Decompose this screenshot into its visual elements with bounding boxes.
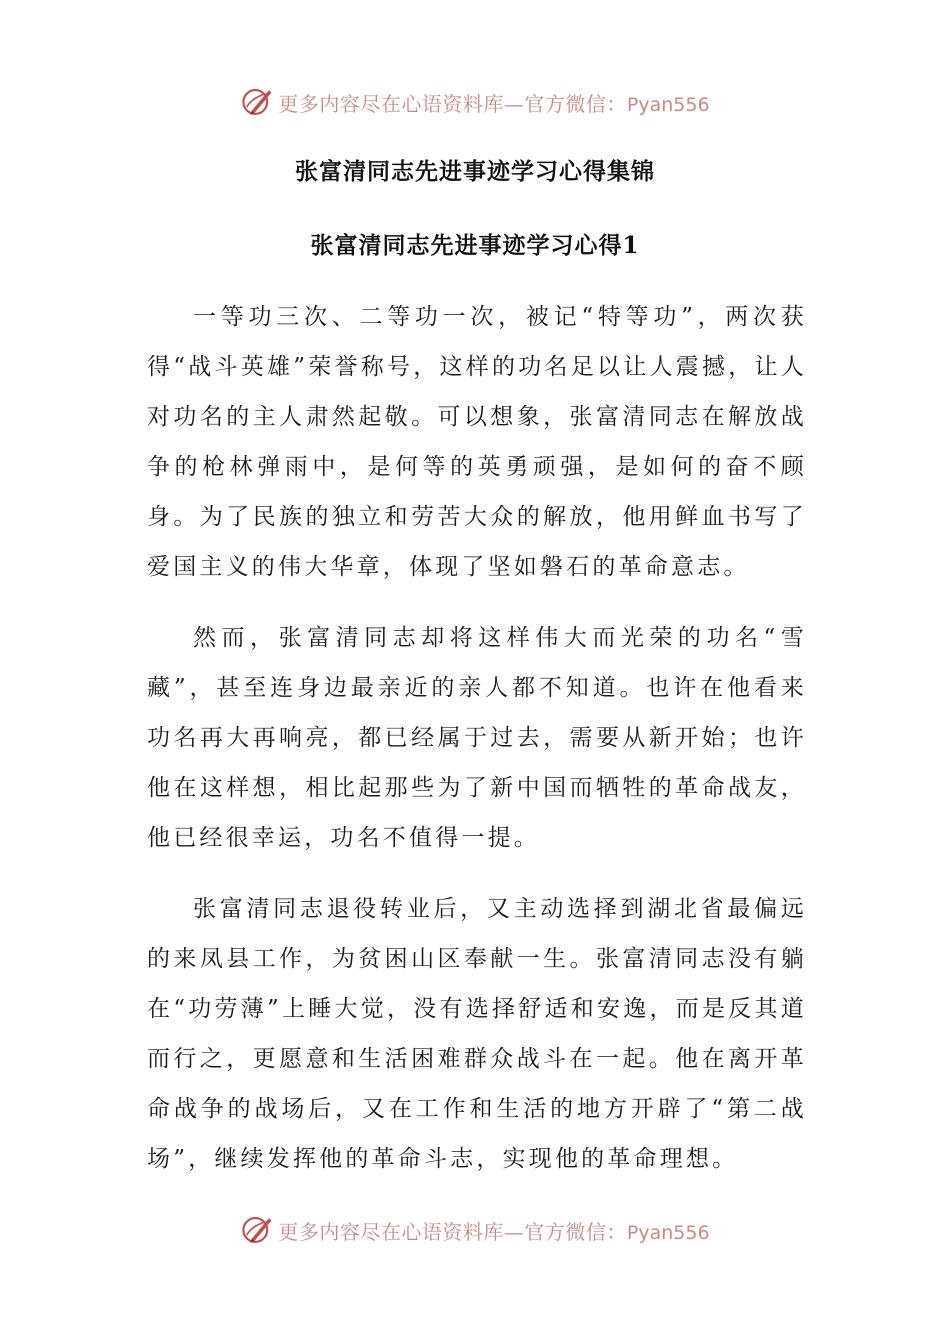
pen-logo-icon xyxy=(240,1213,274,1247)
header-watermark xyxy=(0,82,950,122)
paragraph-text: 张富清同志退役转业后，又主动选择到湖北省最偏远的来凤县工作，为贫困山区奉献一生。张富清同志没有躺在“功劳薄”上睡大觉，没有选择舒适和安逸，而是反其道而行之，更愿意和生活困难群众战斗在一起。他在离开革命战争的战场后，又在工作和生活的地方开辟了“第二战场”，继续发挥他的革命斗志，实现他的革命理想。 xyxy=(147,896,807,1172)
pen-logo-icon xyxy=(240,85,274,119)
watermark-brand: Pyan556 xyxy=(626,93,710,116)
paragraph-text: 然而，张富清同志却将这样伟大而光荣的功名“雪藏”，甚至连身边最亲近的亲人都不知道。也许在他看来功名再大再响亮，都已经属于过去，需要从新开始；也许他在这样想，相比起那些为了新中国而牺牲的革命战友，他已经很幸运，功名不值得一提。 xyxy=(147,625,807,851)
document-subtitle: 张富清同志先进事迹学习心得1 xyxy=(310,232,640,259)
watermark-brand: Pyan556 xyxy=(626,1221,710,1244)
watermark-label: 更多内容尽在心语资料库—官方微信： xyxy=(278,1219,627,1244)
footer-watermark xyxy=(0,1210,950,1250)
paragraph-1 xyxy=(147,292,807,592)
paragraph-3 xyxy=(147,884,807,1184)
watermark-text xyxy=(278,1216,709,1245)
document-title: 张富清同志先进事迹学习心得集锦 xyxy=(295,158,655,185)
paragraph-2 xyxy=(147,613,807,863)
watermark-text xyxy=(278,88,709,117)
watermark-label: 更多内容尽在心语资料库—官方微信： xyxy=(278,91,627,116)
paragraph-text: 一等功三次、二等功一次，被记“特等功”，两次获得“战斗英雄”荣誉称号，这样的功名足以让人震撼，让人对功名的主人肃然起敬。可以想象，张富清同志在解放战争的枪林弹雨中，是何等的英勇顽强，是如何的奋不顾身。为了民族的独立和劳苦大众的解放，他用鲜血书写了爱国主义的伟大华章，体现了坚如磐石的革命意志。 xyxy=(147,304,807,580)
